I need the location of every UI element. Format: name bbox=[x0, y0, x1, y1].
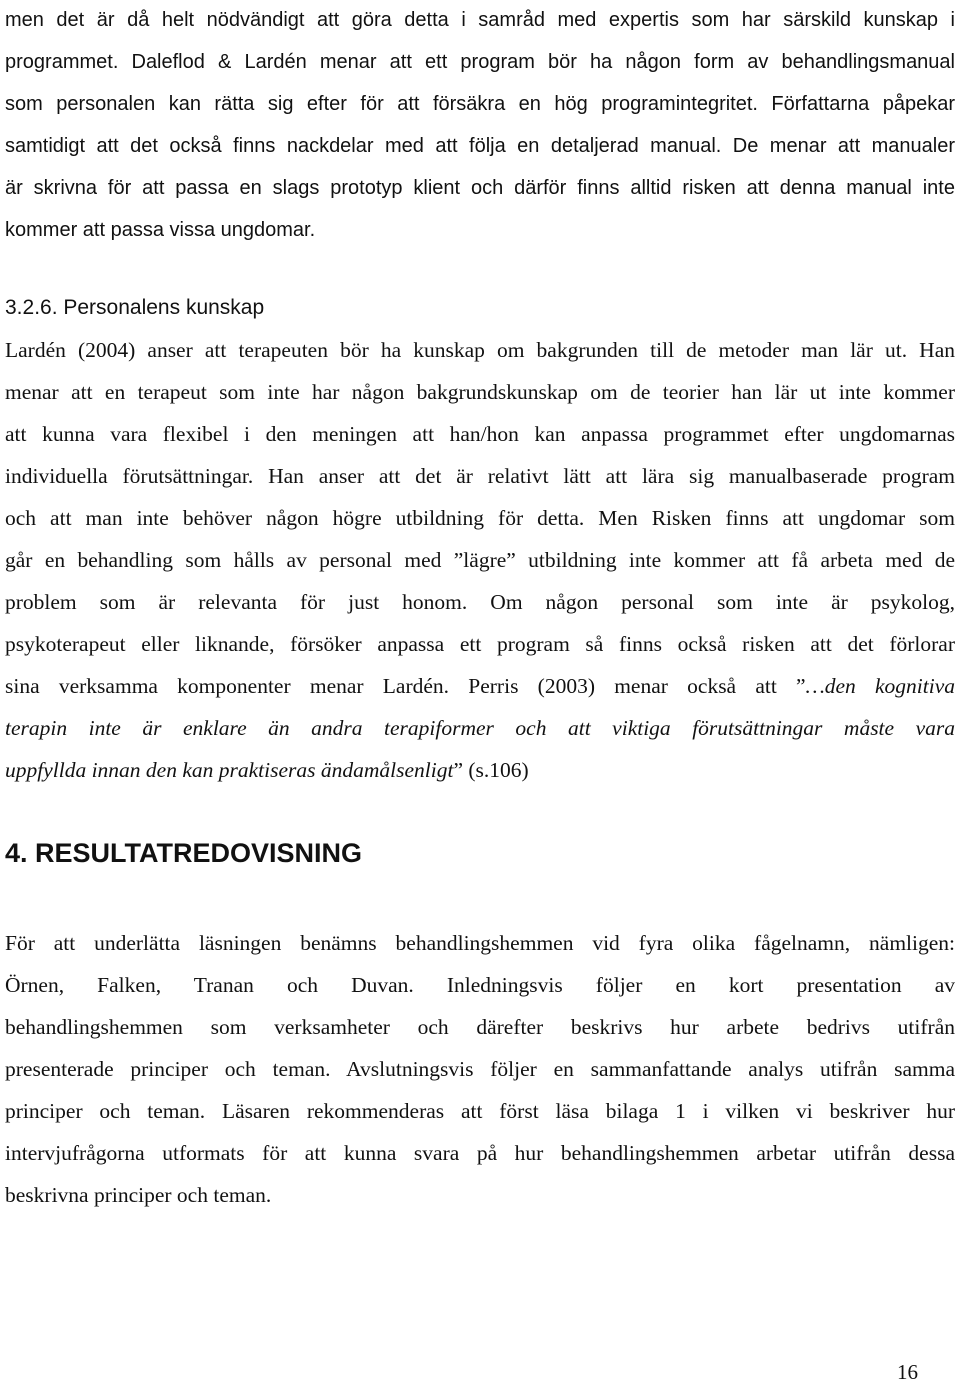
text-line: individuella förutsättningar. Han anser att det är relativt lätt att lära sig manualbaserade program bbox=[5, 464, 955, 488]
text-line: menar att en terapeut som inte har någon bakgrundskunskap om de teorier han lär ut inte kommer bbox=[5, 380, 955, 404]
text-line: problem som är relevanta för just honom. Om någon personal som inte är psykolog, bbox=[5, 590, 955, 614]
text-line: Örnen, Falken, Tranan och Duvan. Inledningsvis följer en kort presentation av bbox=[5, 973, 955, 997]
page-number: 16 bbox=[897, 1360, 918, 1384]
text-line: psykoterapeut eller liknande, försöker anpassa ett program så finns också risken att det förlorar bbox=[5, 632, 955, 656]
text-line-with-quote bbox=[5, 665, 955, 707]
text-line: att kunna vara flexibel i den meningen att han/hon kan anpassa programmet efter ungdomarnas bbox=[5, 422, 955, 446]
quote-text: terapin inte är enklare än andra terapiformer och att viktiga förutsättningar måste vara bbox=[5, 716, 955, 740]
text-line: som personalen kan rätta sig efter för att försäkra en hög programintegritet. Författarna påpekar bbox=[5, 93, 955, 115]
text-line: presenterade principer och teman. Avslutningsvis följer en sammanfattande analys utifrån samma bbox=[5, 1057, 955, 1081]
text-line: går en behandling som hålls av personal med ”lägre” utbildning inte kommer att få arbeta med de bbox=[5, 548, 955, 572]
text-line: intervjufrågorna utformats för att kunna svara på hur behandlingshemmen arbetar utifrån dessa bbox=[5, 1141, 955, 1165]
chapter-paragraph bbox=[5, 922, 955, 1216]
text-line: programmet. Daleflod & Lardén menar att ett program bör ha någon form av behandlingsmanual bbox=[5, 51, 955, 73]
citation: ” (s.106) bbox=[453, 758, 529, 782]
section-heading: 3.2.6. Personalens kunskap bbox=[5, 296, 265, 319]
text-line: För att underlätta läsningen benämns behandlingshemmen vid fyra olika fågelnamn, nämligen: bbox=[5, 931, 955, 955]
text-line: samtidigt att det också finns nackdelar med att följa en detaljerad manual. De menar att manualer bbox=[5, 135, 955, 157]
quote-text: uppfyllda innan den kan praktiseras ändamålsenligt bbox=[5, 758, 454, 782]
text-line: är skrivna för att passa en slags prototyp klient och därför finns alltid risken att denna manual inte bbox=[5, 177, 955, 199]
text-line: kommer att passa vissa ungdomar. bbox=[5, 219, 316, 241]
text-line: och att man inte behöver någon högre utbildning för detta. Men Risken finns att ungdomar som bbox=[5, 506, 955, 530]
text-line: Lardén (2004) anser att terapeuten bör ha kunskap om bakgrunden till de metoder man lär ut. Han bbox=[5, 338, 955, 362]
text-line-with-quote bbox=[5, 749, 955, 791]
chapter-heading: 4. RESULTATREDOVISNING bbox=[5, 838, 363, 868]
text-line: principer och teman. Läsaren rekommenderas att först läsa bilaga 1 i vilken vi beskriver hur bbox=[5, 1099, 955, 1123]
text-line: beskrivna principer och teman. bbox=[5, 1183, 272, 1207]
quote-lead: sina verksamma komponenter menar Lardén. Perris (2003) menar också att ” bbox=[5, 674, 806, 698]
section-paragraph bbox=[5, 329, 955, 791]
text-line: men det är då helt nödvändigt att göra detta i samråd med expertis som har särskild kunskap i bbox=[5, 9, 955, 31]
text-line: behandlingshemmen som verksamheter och därefter beskrivs hur arbete bedrivs utifrån bbox=[5, 1015, 955, 1039]
intro-paragraph bbox=[5, 0, 955, 251]
quote-text: …den kognitiva bbox=[805, 674, 955, 698]
